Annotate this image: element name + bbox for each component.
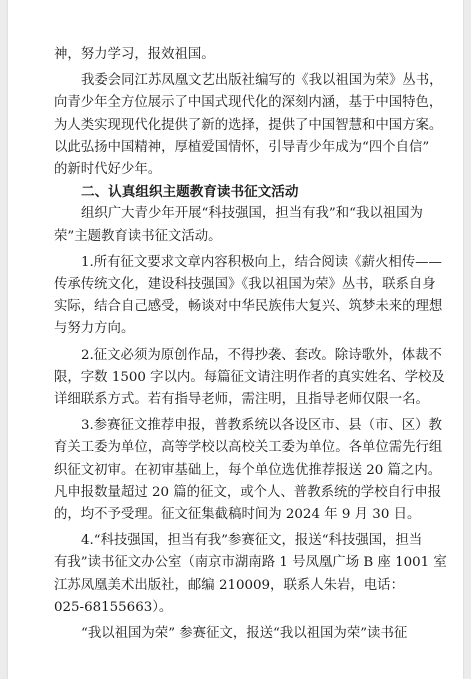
text-line: 凡申报数量超过 20 篇的征文，或个人、普教系统的学校自行申报: [54, 484, 442, 500]
text-line: 2.征文必须为原创作品，不得抄袭、套改。除诗歌外，体裁不: [81, 347, 442, 363]
text-line: 025-68155663）。: [54, 599, 173, 615]
heading-text: 二、认真组织主题教育读书征文活动: [81, 184, 299, 201]
text-line: “我以祖国为荣” 参赛征文，报送“我以祖国为荣”读书征: [81, 626, 408, 642]
paragraph-item-4b: [54, 623, 428, 645]
paragraph-item-4: [54, 530, 447, 619]
text-line: 江苏凤凰美术出版社，邮编 210009，联系人朱岩，电话：: [54, 577, 404, 593]
text-line: 育关工委为单位，高等学校以高校关工委为单位。各单位需先行组: [54, 440, 443, 456]
text-line: 织征文初审。在初审基础上，每个单位选优推荐报送 20 篇之内。: [54, 462, 442, 478]
text-line: 传承传统文化，建设科技强国》《我以祖国为荣》丛书，联系自身: [54, 277, 436, 293]
text-line: 有我”读书征文办公室（南京市湖南路 1 号凤凰广场 B 座 1001 室: [54, 555, 447, 571]
text-line: 实际，结合自己感受，畅谈对中华民族伟大复兴、筑梦未来的理想: [54, 299, 443, 315]
text-line: 向青少年全方位展示了中国式现代化的深刻内涵，基于中国特色，: [54, 95, 443, 111]
text-line: 详细联系方式。若有指导老师，需注明，且指导老师仅限一名。: [54, 392, 429, 408]
text-line: 以此弘扬中国精神，厚植爱国情怀，引导青少年成为“四个自信”: [54, 139, 430, 155]
paragraph-continuation: [54, 44, 428, 66]
text-line: 1.所有征文要求文章内容积极向上，结合阅读《薪火相传——: [81, 254, 442, 270]
text-line: 组织广大青少年开展“科技强国，担当有我”和“我以祖国为: [81, 206, 423, 222]
document-body: [54, 44, 447, 645]
text-line: 的，均不予受理。征文征集截稿时间为 2024 年 9 月 30 日。: [54, 507, 421, 523]
text-line: 荣”主题教育读书征文活动。: [54, 228, 222, 244]
text-line: 4.“科技强国，担当有我”参赛征文，报送“科技强国，担当: [81, 533, 423, 549]
text-line: 我委会同江苏凤凰文艺出版社编写的《我以祖国为荣》丛书，: [81, 73, 443, 89]
text-line: 3.参赛征文推荐申报，普教系统以各设区市、县（市、区）教: [81, 418, 442, 434]
document-page: [8, 0, 463, 679]
paragraph-item-1: [54, 252, 443, 341]
text-line: 的新时代好少年。: [54, 162, 162, 178]
paragraph-item-2: [54, 345, 445, 412]
paragraph-activity-intro: [54, 203, 428, 247]
text-line: 神，努力学习，报效祖国。: [54, 47, 215, 62]
text-line: 限，字数 1500 字以内。每篇征文请注明作者的真实姓名、学校及: [54, 369, 445, 385]
section-heading: [54, 181, 428, 203]
paragraph-item-3: [54, 415, 443, 526]
text-line: 与努力方向。: [54, 321, 135, 337]
text-line: 为人类实现现代化提供了新的选择，提供了中国智慧和中国方案。: [54, 117, 443, 133]
paragraph-series-intro: [54, 70, 443, 181]
